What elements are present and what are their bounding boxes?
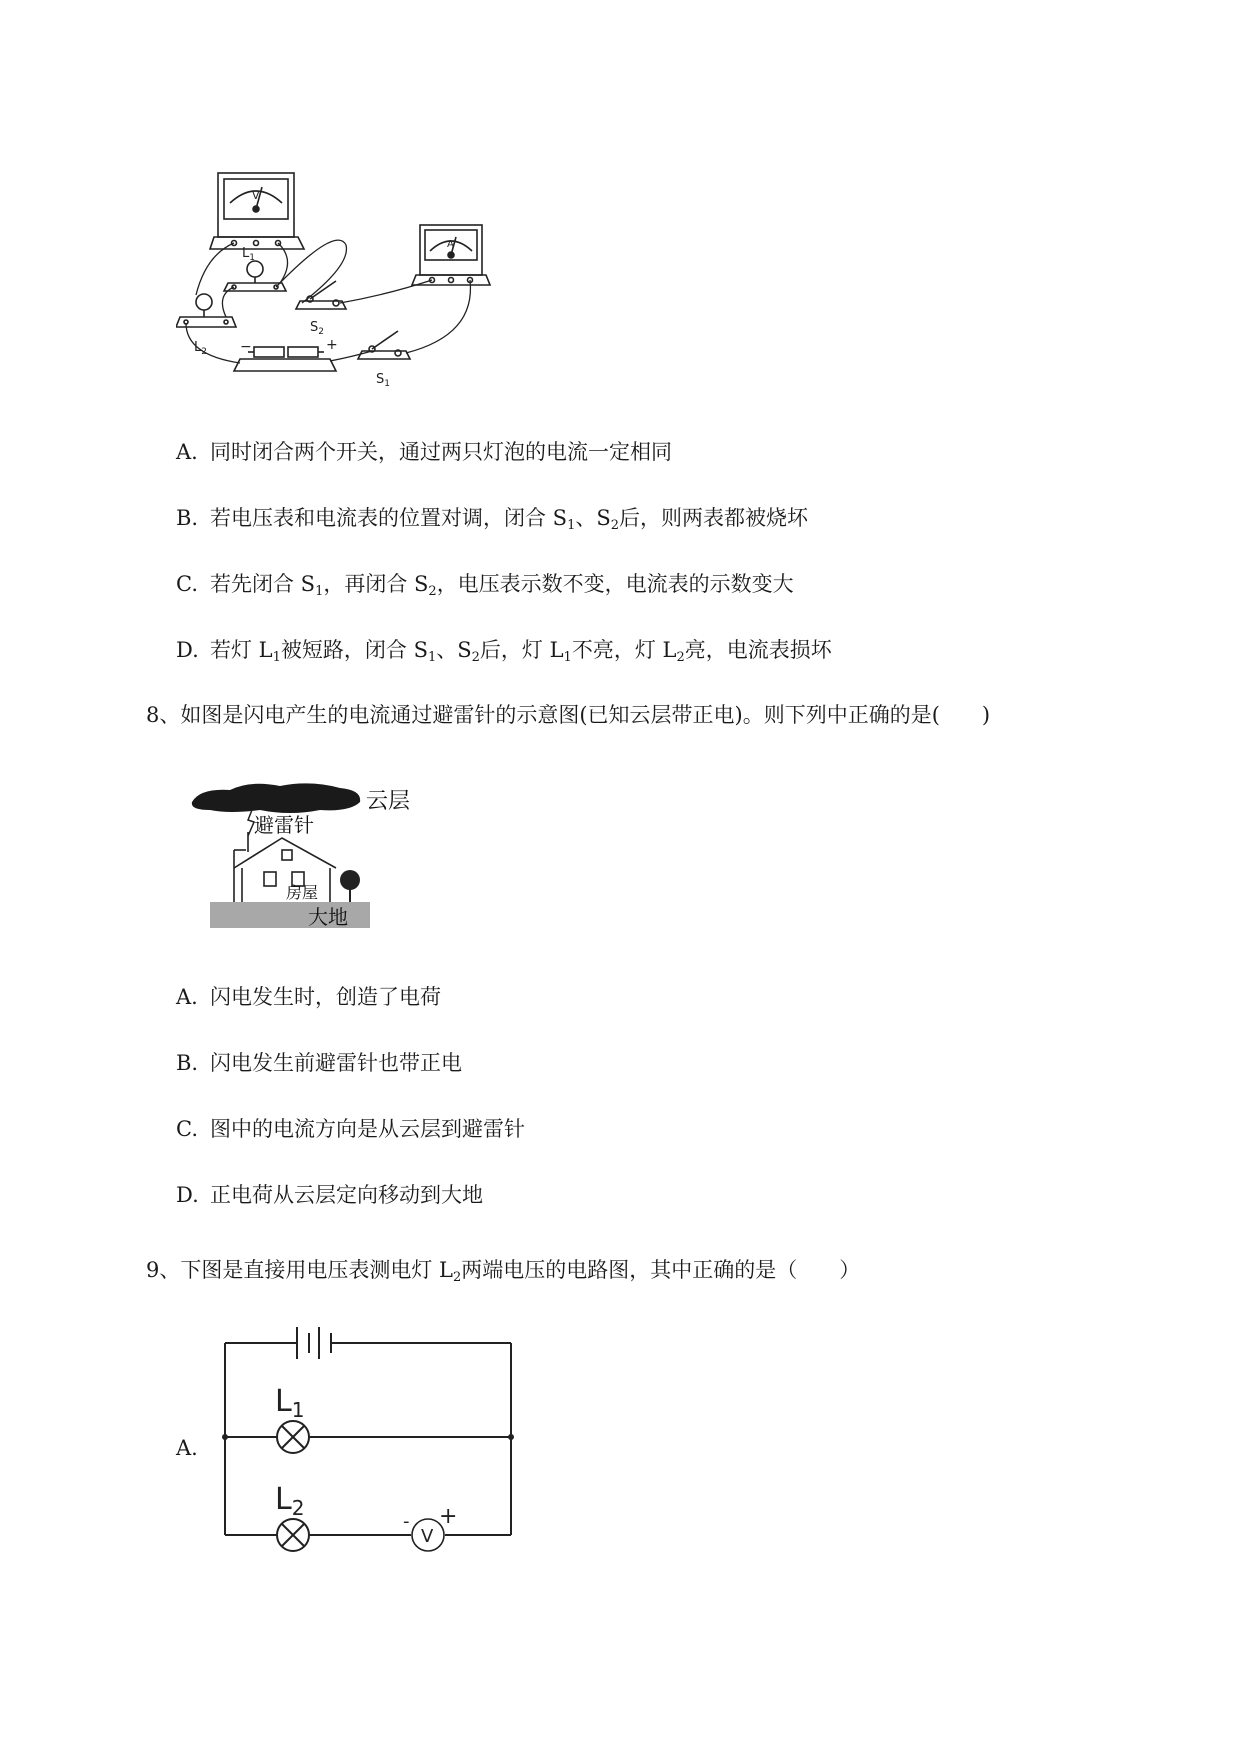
svg-text:+: + (439, 1504, 458, 1529)
svg-text:−: − (240, 339, 252, 355)
q9-stem: 9、下图是直接用电压表测电灯 $L_2$两端电压的电路图，其中正确的是（ ） (146, 1258, 861, 1285)
q7-circuit-figure (176, 165, 506, 395)
ammeter-label: A (447, 239, 454, 250)
label-cloud: 云层 (366, 789, 411, 814)
q9-option-a-letter: A. (176, 1436, 198, 1460)
label-house: 房屋 (286, 883, 319, 902)
svg-text:-: - (403, 1511, 410, 1532)
q7-option-c: C. 若先闭合 $S_1$，再闭合 $S_2$，电压表示数不变，电流表的示数变大 (176, 572, 794, 599)
svg-text:S2: $S_2$ (310, 320, 324, 337)
q7-option-a: A. 同时闭合两个开关，通过两只灯泡的电流一定相同 (176, 440, 672, 464)
svg-text:L1: $L_1$ (242, 246, 255, 263)
q9-circuit-diagram (215, 1315, 525, 1565)
label-ground: 大地 (308, 905, 348, 929)
voltmeter-icon (210, 173, 304, 249)
q7-option-d: D. 若灯 $L_1$被短路，闭合 $S_1$、$S_2$后，灯 $L_1$不亮，灯 $L_2$亮，电流表损坏 (176, 638, 832, 665)
cloud-icon (192, 783, 360, 813)
voltmeter-label: V (252, 189, 260, 202)
svg-text:L2: $L_2$ (275, 1482, 305, 1520)
q8-lightning-figure (190, 780, 440, 930)
q8-stem: 8、如图是闪电产生的电流通过避雷针的示意图(已知云层带正电)。则下列中正确的是( ) (146, 703, 991, 727)
q8-option-d: D. 正电荷从云层定向移动到大地 (176, 1183, 483, 1207)
q8-option-a: A. 闪电发生时，创造了电荷 (176, 985, 441, 1009)
house-icon (234, 832, 336, 902)
tree-icon (340, 870, 360, 902)
battery-symbol (297, 1327, 331, 1359)
svg-text:+: + (326, 337, 338, 353)
switch-s2-icon (296, 281, 346, 309)
svg-text:L1: $L_1$ (275, 1384, 305, 1422)
switch-s1-icon (358, 331, 410, 359)
label-rod: 避雷针 (254, 813, 314, 837)
svg-text:S1: $S_1$ (376, 372, 390, 389)
lamp-l1-symbol (277, 1421, 309, 1453)
q8-option-c: C. 图中的电流方向是从云层到避雷针 (176, 1117, 525, 1141)
voltmeter-label: V (421, 1526, 434, 1547)
q8-option-b: B. 闪电发生前避雷针也带正电 (176, 1051, 462, 1075)
lamp-l2-icon (176, 294, 236, 327)
svg-text:L2: $L_2$ (194, 340, 207, 357)
lamp-l2-symbol (277, 1519, 309, 1551)
q7-option-b: B. 若电压表和电流表的位置对调，闭合 $S_1$、$S_2$后，则两表都被烧坏 (176, 506, 809, 533)
ammeter-icon (412, 225, 490, 285)
